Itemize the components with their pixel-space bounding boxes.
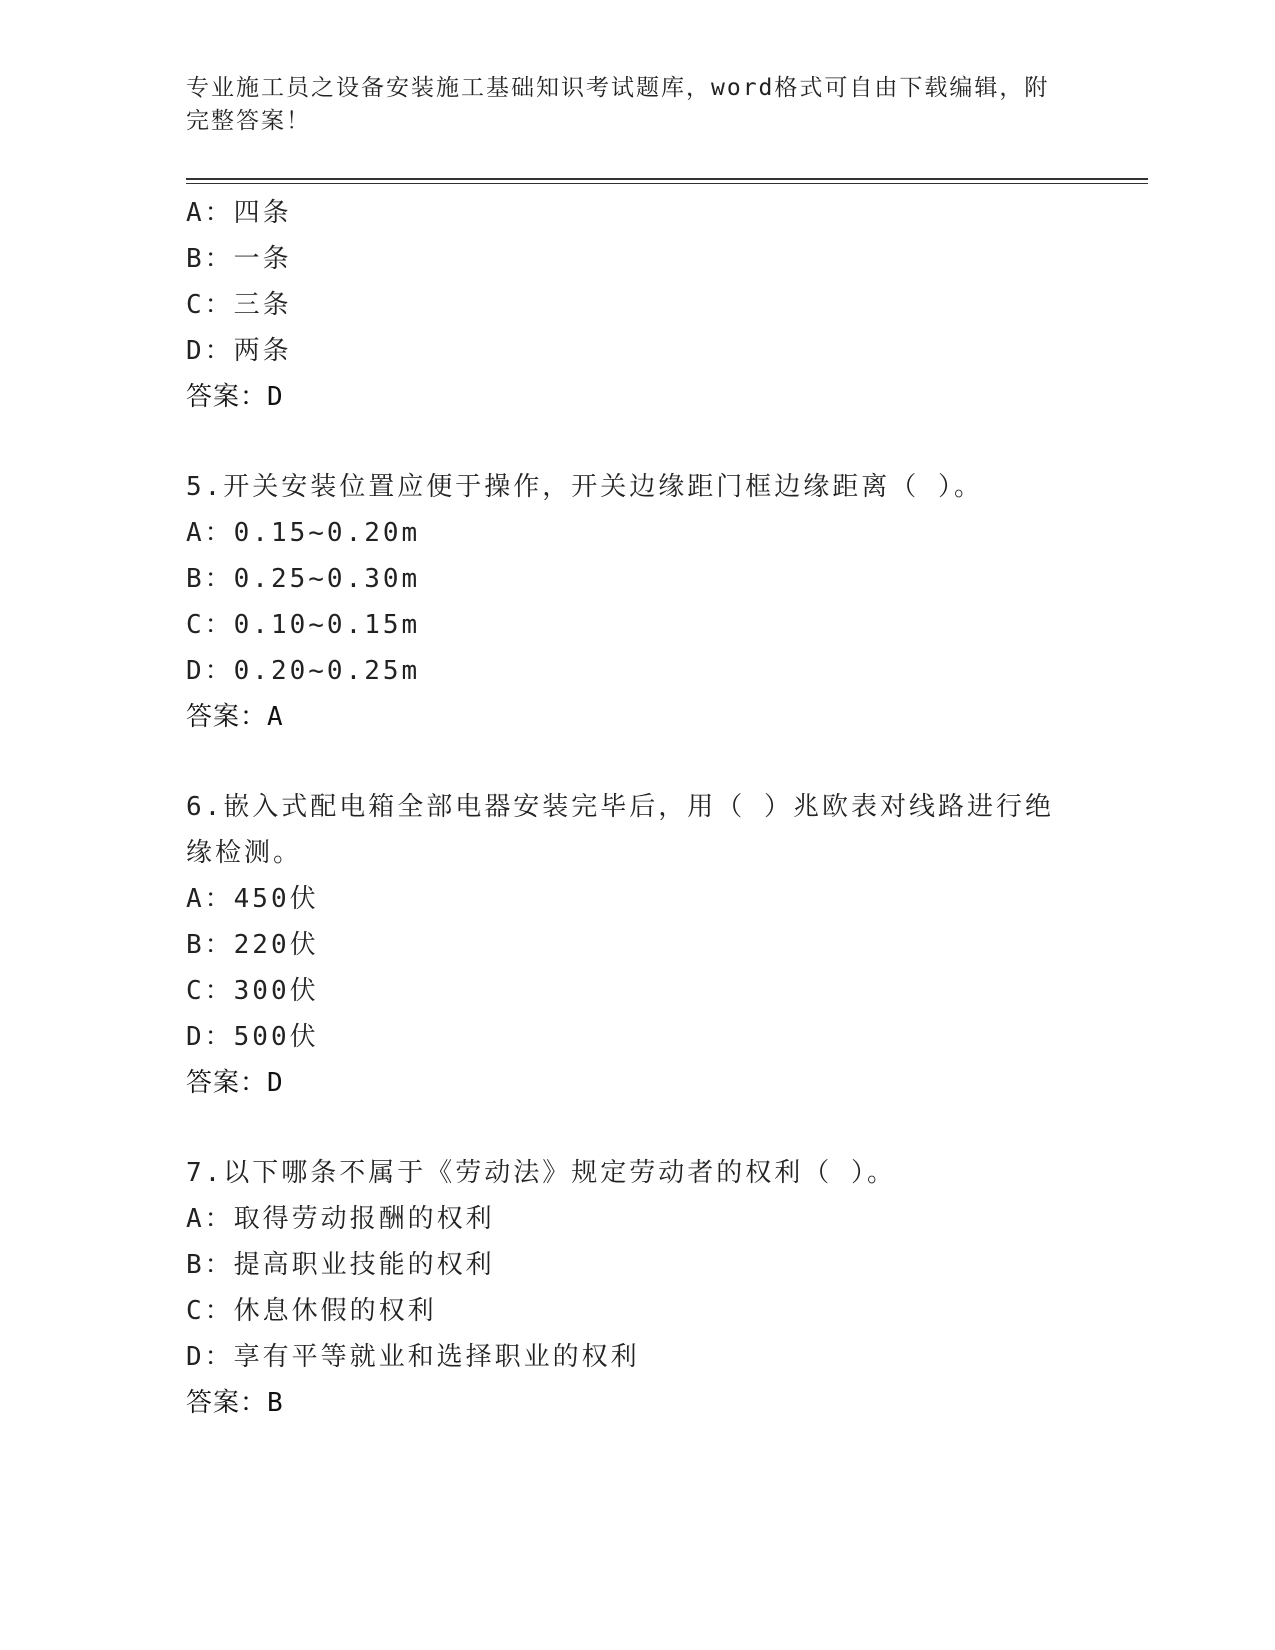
spacer: [186, 740, 1086, 784]
spacer: [186, 1106, 1086, 1150]
option-a: A：四条: [186, 198, 292, 228]
header-rule-thin: [186, 183, 1148, 184]
question-7: [186, 1150, 1086, 1426]
option-c: C：0.10~0.15m: [186, 610, 421, 640]
option-d: D：享有平等就业和选择职业的权利: [186, 1342, 640, 1372]
question-stem: 5.开关安装位置应便于操作，开关边缘距门框边缘距离（ ）。: [186, 472, 983, 502]
option-d: D：500伏: [186, 1022, 319, 1052]
answer: 答案：D: [186, 1068, 284, 1098]
question-5: [186, 464, 1086, 740]
question-6: [186, 784, 1086, 1106]
question-4: [186, 190, 1086, 420]
header-text: 专业施工员之设备安装施工基础知识考试题库，word格式可自由下载编辑，附完整答案！: [186, 75, 1050, 134]
option-a: A：取得劳动报酬的权利: [186, 1204, 495, 1234]
option-b: B：220伏: [186, 930, 319, 960]
question-stem: 7.以下哪条不属于《劳动法》规定劳动者的权利（ ）。: [186, 1158, 896, 1188]
question-list: [186, 190, 1086, 1426]
question-stem: 6.嵌入式配电箱全部电器安装完毕后，用（ ）兆欧表对线路进行绝缘检测。: [186, 792, 1054, 868]
option-a: A：0.15~0.20m: [186, 518, 421, 548]
header-rule-thick: [186, 178, 1148, 180]
answer: 答案：D: [186, 382, 284, 412]
option-d: D：0.20~0.25m: [186, 656, 421, 686]
option-b: B：一条: [186, 244, 292, 274]
option-c: C：300伏: [186, 976, 319, 1006]
answer: 答案：B: [186, 1388, 284, 1418]
option-b: B：提高职业技能的权利: [186, 1250, 495, 1280]
option-c: C：三条: [186, 290, 292, 320]
option-c: C：休息休假的权利: [186, 1296, 437, 1326]
spacer: [186, 420, 1086, 464]
answer: 答案：A: [186, 702, 284, 732]
option-d: D：两条: [186, 336, 292, 366]
option-b: B：0.25~0.30m: [186, 564, 421, 594]
option-a: A：450伏: [186, 884, 319, 914]
